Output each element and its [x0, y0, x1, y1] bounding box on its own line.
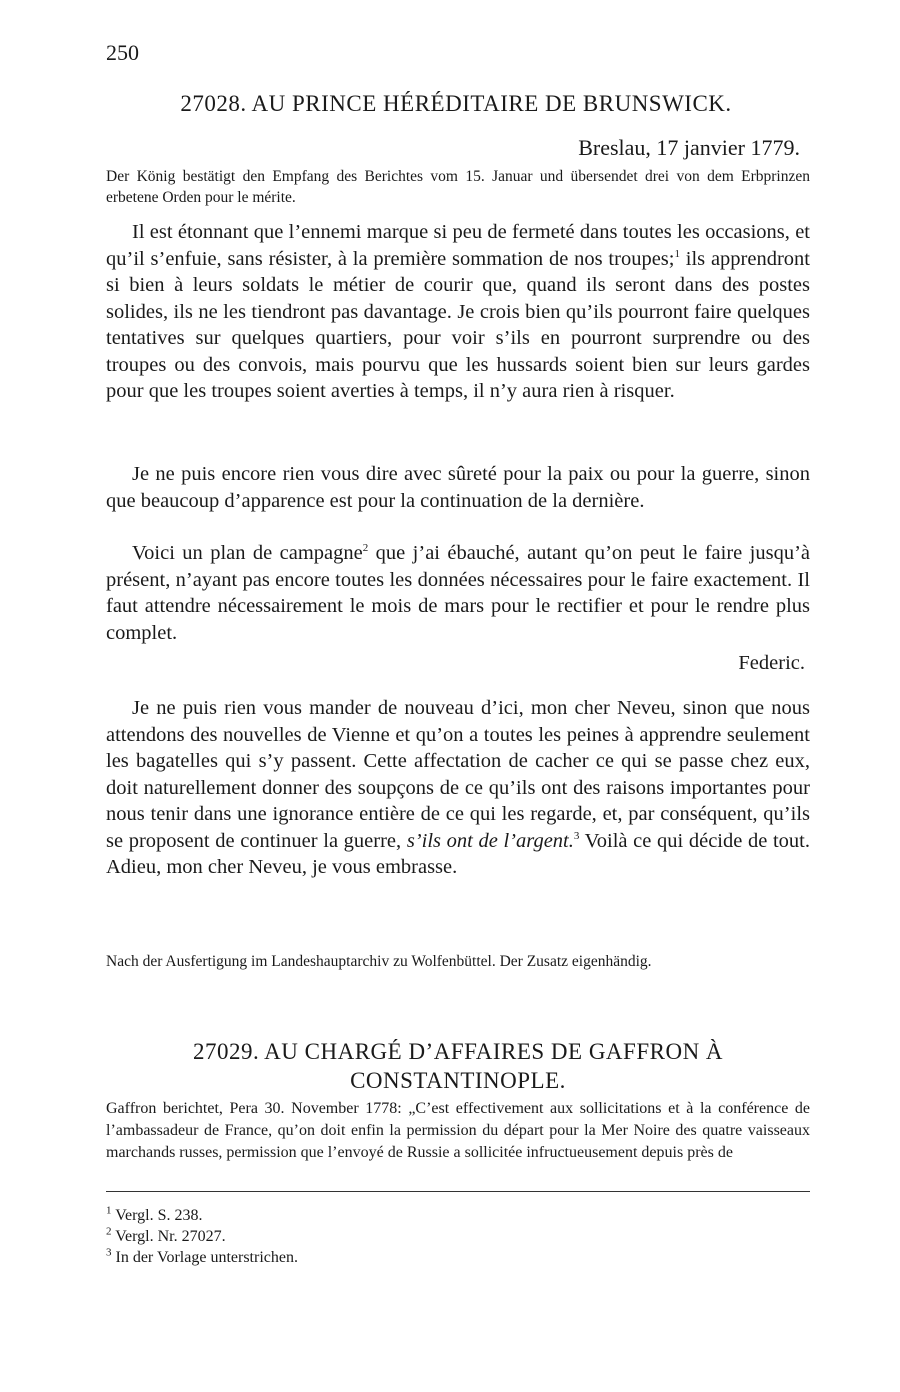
letter-paragraph-2	[106, 461, 810, 514]
footnote-text: In der Vorlage unterstrichen.	[115, 1249, 298, 1266]
italic-phrase: s’ils ont de l’argent.	[406, 829, 574, 852]
footnote-2	[106, 1226, 298, 1247]
footnote-mark: 3	[106, 1246, 112, 1259]
footnote-divider	[106, 1191, 810, 1192]
paragraph-text: que j’ai ébauché, autant qu’on peut le faire jusqu’à présent, n’ayant pas encore toutes les données nécessaires pour le faire exactement. Il faut attendre nécessairement le mois de mars pour le rectifier et pour le rendre plus complet.	[106, 542, 810, 644]
footnote-text: Vergl. S. 238.	[115, 1207, 203, 1224]
footnote-1	[106, 1205, 298, 1226]
footnote-mark: 2	[106, 1225, 112, 1238]
regest-summary: Der König bestätigt den Empfang des Berichtes vom 15. Januar und übersendet drei von dem Erbprinzen erbetene Orden pour le mérite.	[106, 168, 810, 206]
letter-heading-2: 27029. AU CHARGÉ D’AFFAIRES DE GAFFRON À CONSTANTINOPLE.	[192, 1039, 724, 1093]
letter-paragraph-3	[106, 540, 810, 646]
signature: Federic.	[738, 652, 805, 674]
paragraph-text: Il est étonnant que l’ennemi marque si peu de fermeté dans toutes les occasions, et qu’il s’enfuie, sans résister, à la première sommation de nos troupes;	[106, 221, 810, 270]
paragraph-text: Voilà ce qui décide de tout. Adieu, mon cher Neveu, je vous embrasse.	[106, 829, 810, 878]
footnote-ref-2: 2	[362, 542, 369, 555]
paragraph-text: Voici un plan de campagne	[132, 542, 363, 564]
paragraph-text: Je ne puis rien vous mander de nouveau d’ici, mon cher Neveu, sinon que nous attendons des nouvelles de Vienne et qu’on a toutes les peines à apprendre seulement les bagatelles qui s’y passent. Cette affectation de cacher ce qui se passe chez eux, doit naturellement donner des soupçons de ce qu’ils ont des raisons importantes pour nous tenir dans une ignorance entière de ce qui les regarde, et, par conséquent, qu’ils se proposent de continuer la guerre,	[106, 697, 810, 852]
page-number: 250	[106, 40, 139, 65]
letter-paragraph-1	[106, 219, 810, 405]
footnote-ref-3: 3	[573, 829, 580, 842]
regest-summary-2: Gaffron berichtet, Pera 30. November 1778: „C’est effectivement aux sollicitations et à la conférence de l’ambassadeur de France, qu’on doit enfin la permission du départ pour la Mer Noire des quatre vaisseaux marchands russes, permission que l’envoyé de Russie a sollicitée infructueusement depuis près de	[106, 1100, 810, 1161]
footnote-mark: 1	[106, 1204, 112, 1217]
letter-heading: 27028. AU PRINCE HÉRÉDITAIRE DE BRUNSWICK.	[180, 91, 732, 116]
dateline: Breslau, 17 janvier 1779.	[578, 135, 800, 160]
footnote-ref-1: 1	[674, 247, 680, 260]
footnote-3	[106, 1247, 298, 1268]
source-note: Nach der Ausfertigung im Landeshauptarchiv zu Wolfenbüttel. Der Zusatz eigenhändig.	[106, 953, 652, 970]
footnote-text: Vergl. Nr. 27027.	[115, 1228, 226, 1245]
paragraph-text: ils apprendront si bien à leurs soldats le métier de courir que, quand ils seront dans des postes solides, ils ne les tiendront pas davantage. Je crois bien qu’ils pourront faire quelques tentatives sur quelques quartiers, pour voir s’ils en pourront surprendre ou des troupes ou des convois, mais pourvu que les hussards soient bien sur leurs gardes pour que les troupes soient averties à temps, il n’y aura rien à risquer.	[106, 247, 810, 402]
footnotes	[106, 1205, 298, 1268]
paragraph-text: Je ne puis encore rien vous dire avec sûreté pour la paix ou pour la guerre, sinon que beaucoup d’apparence est pour la continuation de la dernière.	[106, 463, 810, 512]
postscript-paragraph	[106, 695, 810, 881]
